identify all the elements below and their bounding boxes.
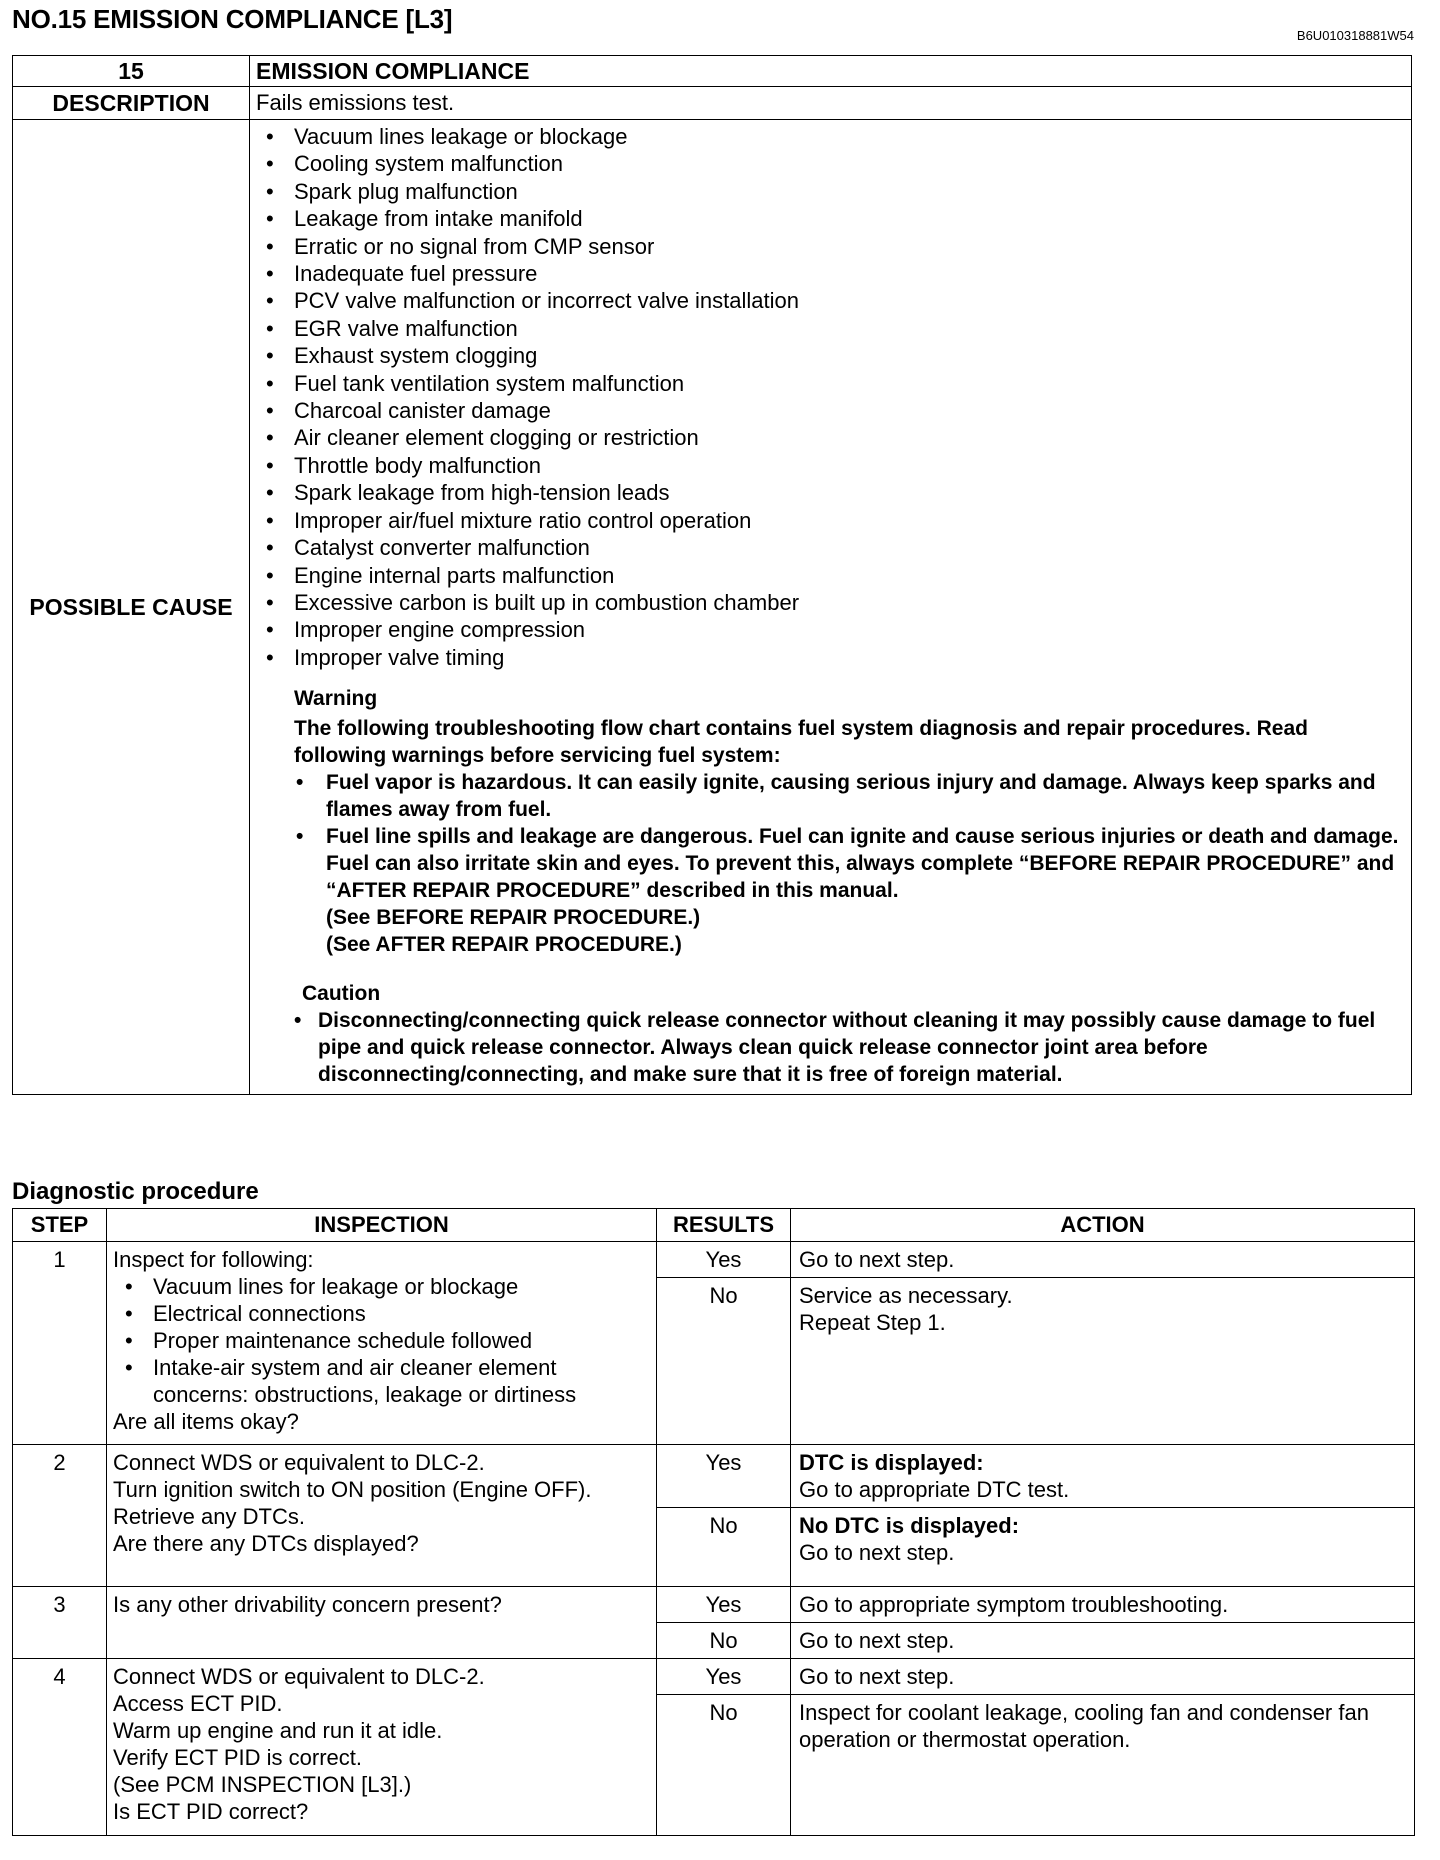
cause-item: • Improper engine compression [254, 616, 1405, 643]
diagnostic-heading: Diagnostic procedure [12, 1178, 259, 1205]
column-header-action: ACTION [791, 1209, 1415, 1242]
step-number: 1 [13, 1242, 107, 1445]
inspection-item: • Proper maintenance schedule followed [113, 1327, 650, 1354]
possible-cause-row [13, 120, 1412, 1095]
caution-item: • Disconnecting/connecting quick release connector without cleaning it may possibly cause damage to fuel pipe and quick release connector. Always clean quick release connector joint area before disconnecting/connecting, and make sure that it is free of foreign material. [294, 1007, 1405, 1088]
cause-item: • PCV valve malfunction or incorrect valve installation [254, 287, 1405, 314]
cause-item: • Excessive carbon is built up in combustion chamber [254, 589, 1405, 616]
inspection-line: Access ECT PID. [113, 1691, 283, 1716]
inspection-intro: Inspect for following: [113, 1247, 314, 1272]
symptom-number: 15 [13, 56, 250, 87]
result-no: No [657, 1508, 791, 1587]
inspection-item: • Intake-air system and air cleaner element concerns: obstructions, leakage or dirtiness [113, 1354, 650, 1408]
warning-block [294, 685, 1405, 1088]
see-before-repair-link: (See BEFORE REPAIR PROCEDURE.) [326, 906, 701, 930]
cause-item: • EGR valve malfunction [254, 315, 1405, 342]
action-line: Go to appropriate DTC test. [799, 1477, 1070, 1502]
warning-item: • Fuel line spills and leakage are dangerous. Fuel can ignite and cause serious injuries or death and damage. Fuel can also irritate skin and eyes. To prevent this, always complete “BEFORE REPAIR PROCEDURE” and “AFTER REPAIR PROCEDURE” described in this manual. [294, 823, 1405, 904]
cause-item: • Exhaust system clogging [254, 342, 1405, 369]
step-1-yes-row [13, 1242, 1415, 1278]
cause-item: • Charcoal canister damage [254, 397, 1405, 424]
column-header-results: RESULTS [657, 1209, 791, 1242]
cause-item: • Spark plug malfunction [254, 178, 1405, 205]
symptom-name: EMISSION COMPLIANCE [250, 56, 1412, 87]
cause-item: • Throttle body malfunction [254, 452, 1405, 479]
page-title: NO.15 EMISSION COMPLIANCE [L3] [12, 4, 453, 34]
see-after-repair-link: (See AFTER REPAIR PROCEDURE.) [326, 933, 682, 957]
action-line: Service as necessary. [799, 1283, 1013, 1308]
step-1-inspection [107, 1242, 657, 1445]
cause-item: • Fuel tank ventilation system malfunction [254, 370, 1405, 397]
description-row [13, 87, 1412, 120]
cause-item: • Catalyst converter malfunction [254, 534, 1405, 561]
inspection-line: Turn ignition switch to ON position (Engine OFF). [113, 1477, 592, 1502]
warning-list [294, 769, 1405, 904]
possible-cause-cell [250, 120, 1412, 1095]
inspection-question: Are all items okay? [113, 1409, 299, 1434]
cause-item: • Vacuum lines leakage or blockage [254, 123, 1405, 150]
action-yes: Go to appropriate symptom troubleshooting. [791, 1587, 1415, 1623]
possible-cause-list [254, 123, 1405, 671]
step-2-inspection [107, 1445, 657, 1587]
column-header-inspection: INSPECTION [107, 1209, 657, 1242]
action-yes: Go to next step. [791, 1659, 1415, 1695]
symptom-header-row [13, 56, 1412, 87]
warning-title: Warning [294, 687, 378, 711]
diagnostic-table [12, 1208, 1415, 1836]
step-number: 4 [13, 1659, 107, 1836]
cause-item: • Erratic or no signal from CMP sensor [254, 233, 1405, 260]
cause-item: • Cooling system malfunction [254, 150, 1405, 177]
step-2-yes-row [13, 1445, 1415, 1508]
action-title: DTC is displayed: [799, 1450, 984, 1475]
action-yes: Go to next step. [791, 1242, 1415, 1278]
description-label: DESCRIPTION [13, 87, 250, 120]
step-number: 2 [13, 1445, 107, 1587]
document-id: B6U010318881W54 [1296, 28, 1414, 43]
cause-item: • Air cleaner element clogging or restriction [254, 424, 1405, 451]
result-yes: Yes [657, 1445, 791, 1508]
step-number: 3 [13, 1587, 107, 1659]
inspection-list [113, 1273, 650, 1408]
action-no: Inspect for coolant leakage, cooling fan and condenser fan operation or thermostat operation. [791, 1695, 1415, 1836]
warning-intro: The following troubleshooting flow chart contains fuel system diagnosis and repair procedures. Read following warnings before servicing fuel system: [294, 717, 1308, 768]
result-yes: Yes [657, 1587, 791, 1623]
inspection-line: Connect WDS or equivalent to DLC-2. [113, 1664, 485, 1689]
symptom-table [12, 55, 1412, 1095]
inspection-item: • Vacuum lines for leakage or blockage [113, 1273, 650, 1300]
cause-item: • Inadequate fuel pressure [254, 260, 1405, 287]
action-no: Go to next step. [791, 1623, 1415, 1659]
inspection-line: Verify ECT PID is correct. [113, 1745, 362, 1770]
action-line: Repeat Step 1. [799, 1310, 946, 1335]
inspection-line: Is ECT PID correct? [113, 1799, 309, 1824]
inspection-item: • Electrical connections [113, 1300, 650, 1327]
cause-item: • Improper valve timing [254, 644, 1405, 671]
column-header-step: STEP [13, 1209, 107, 1242]
description-text: Fails emissions test. [250, 87, 1412, 120]
inspection-line: Connect WDS or equivalent to DLC-2. [113, 1450, 485, 1475]
inspection-line: Warm up engine and run it at idle. [113, 1718, 443, 1743]
action-yes [791, 1445, 1415, 1508]
caution-list [294, 1007, 1405, 1088]
result-yes: Yes [657, 1242, 791, 1278]
step-3-inspection: Is any other drivability concern present? [107, 1587, 657, 1659]
warning-item: • Fuel vapor is hazardous. It can easily ignite, causing serious injury and damage. Always keep sparks and flames away from fuel. [294, 769, 1405, 823]
action-no [791, 1508, 1415, 1587]
inspection-line: Retrieve any DTCs. [113, 1504, 305, 1529]
result-no: No [657, 1278, 791, 1445]
action-no [791, 1278, 1415, 1445]
caution-block [294, 980, 1405, 1088]
result-yes: Yes [657, 1659, 791, 1695]
possible-cause-label: POSSIBLE CAUSE [13, 120, 250, 1095]
inspection-line: Are there any DTCs displayed? [113, 1531, 419, 1556]
cause-item: • Engine internal parts malfunction [254, 562, 1405, 589]
cause-item: • Leakage from intake manifold [254, 205, 1405, 232]
inspection-line: (See PCM INSPECTION [L3].) [113, 1772, 412, 1797]
caution-title: Caution [302, 982, 381, 1006]
action-title: No DTC is displayed: [799, 1513, 1020, 1538]
step-4-yes-row [13, 1659, 1415, 1695]
action-line: Go to next step. [799, 1540, 955, 1565]
cause-item: • Spark leakage from high-tension leads [254, 479, 1405, 506]
step-4-inspection [107, 1659, 657, 1836]
step-3-yes-row [13, 1587, 1415, 1623]
diagnostic-header-row [13, 1209, 1415, 1242]
result-no: No [657, 1623, 791, 1659]
result-no: No [657, 1695, 791, 1836]
cause-item: • Improper air/fuel mixture ratio control operation [254, 507, 1405, 534]
